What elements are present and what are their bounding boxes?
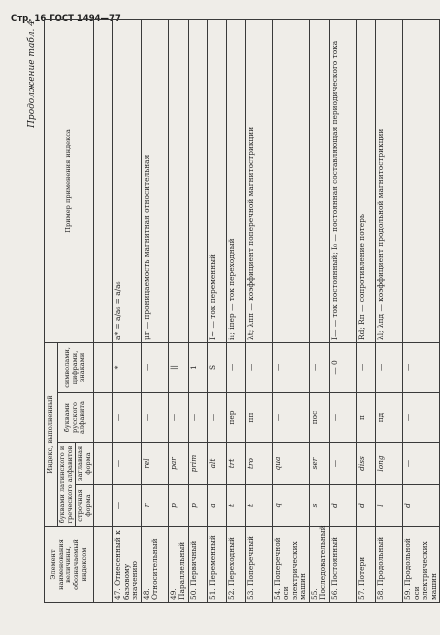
- row-upper: diss: [356, 443, 375, 485]
- row-example: I— — ток постоянный; I₀ — постоянная составляющая периодического тока: [329, 19, 356, 342]
- row-name: 48. Относительный: [141, 527, 168, 603]
- row-russian: —: [402, 393, 439, 443]
- table-row: [402, 19, 439, 602]
- table-row: [168, 19, 188, 602]
- row-upper: —: [329, 443, 356, 485]
- row-example: I~ — ток переменный: [207, 19, 226, 342]
- row-upper: alt: [207, 443, 226, 485]
- index-table: [44, 19, 440, 603]
- row-russian: —: [188, 393, 207, 443]
- row-russian: пос: [309, 393, 329, 443]
- row-name: 50. Первичный: [188, 527, 207, 603]
- col-index-group-header: Индекс, выполненный: [45, 342, 58, 526]
- row-russian: п: [356, 393, 375, 443]
- row-example: λt; λпп — коэффициент поперечной магнитострикции: [245, 19, 272, 342]
- row-symbol: 1: [188, 342, 207, 392]
- row-symbol: —: [402, 342, 439, 392]
- row-name: 47. Отнесенный к базовому значению: [113, 527, 142, 603]
- row-russian: —: [272, 393, 309, 443]
- row-lower: s: [309, 485, 329, 527]
- table-row: [272, 19, 309, 602]
- row-example: [188, 19, 207, 342]
- row-russian: —: [207, 393, 226, 443]
- row-example: a* = a/a₆ = a/a₆: [113, 19, 142, 342]
- row-example: i₁; iпер — ток переходный: [226, 19, 245, 342]
- row-symbol: *: [113, 342, 142, 392]
- row-name: 52. Переходный: [226, 527, 245, 603]
- row-upper: par: [168, 443, 188, 485]
- col-example-header: Пример применения индекса: [45, 19, 94, 342]
- table-gap-row: [94, 19, 113, 602]
- col-symbols-header: символами, цифрами, знаками: [58, 342, 94, 392]
- row-example: [272, 19, 309, 342]
- table-row: [226, 19, 245, 602]
- row-upper: long: [375, 443, 402, 485]
- row-name: 54. Поперечной оси электрических машин: [272, 527, 309, 603]
- row-name: 58. Продольный: [375, 527, 402, 603]
- row-example: [309, 19, 329, 342]
- row-symbol: —: [272, 342, 309, 392]
- table-row: [329, 19, 356, 602]
- row-lower: p: [168, 485, 188, 527]
- row-upper: rel: [141, 443, 168, 485]
- table-row: [309, 19, 329, 602]
- row-russian: —: [113, 393, 142, 443]
- row-lower: d: [402, 485, 439, 527]
- row-symbol: —: [245, 342, 272, 392]
- row-name: 51. Переменный: [207, 527, 226, 603]
- row-lower: d: [356, 485, 375, 527]
- row-example: μr — проницаемость магнитная относительная: [141, 19, 168, 342]
- table-row: [245, 19, 272, 602]
- table-row: [207, 19, 226, 602]
- row-name: 56. Постоянный: [329, 527, 356, 603]
- row-example: λl; λпд — коэффициент продольной магнитострикции: [375, 19, 402, 342]
- row-lower: q: [272, 485, 309, 527]
- page-header: Стр. 16 ГОСТ 1494—77: [11, 14, 121, 24]
- table-continuation-label: Продолжение табл. 4: [27, 20, 37, 128]
- table-row: [188, 19, 207, 602]
- row-symbol: ||: [168, 342, 188, 392]
- row-lower: d: [329, 485, 356, 527]
- row-symbol: — 0: [329, 342, 356, 392]
- row-name: 53. Поперечный: [245, 527, 272, 603]
- col-upper-header: заглавная форма: [76, 443, 94, 485]
- row-upper: prim: [188, 443, 207, 485]
- row-lower: —: [113, 485, 142, 527]
- row-upper: tro: [245, 443, 272, 485]
- col-russian-header: буквами русского алфавита: [58, 393, 94, 443]
- row-upper: ser: [309, 443, 329, 485]
- row-example: [168, 19, 188, 342]
- row-symbol: —: [226, 342, 245, 392]
- row-symbol: —: [375, 342, 402, 392]
- row-upper: —: [402, 443, 439, 485]
- rotated-table-area: [22, 20, 438, 603]
- row-russian: —: [141, 393, 168, 443]
- row-lower: p: [188, 485, 207, 527]
- row-russian: пп: [245, 393, 272, 443]
- row-symbol: —: [356, 342, 375, 392]
- row-name: 57. Потери: [356, 527, 375, 603]
- row-russian: —: [168, 393, 188, 443]
- row-lower: t: [245, 485, 272, 527]
- row-lower: r: [141, 485, 168, 527]
- row-example: [402, 19, 439, 342]
- row-name: 49. Параллельный: [168, 527, 188, 603]
- row-lower: l: [375, 485, 402, 527]
- row-russian: —: [329, 393, 356, 443]
- row-upper: trt: [226, 443, 245, 485]
- row-lower: a: [207, 485, 226, 527]
- table-row: [113, 19, 142, 602]
- row-lower: t: [226, 485, 245, 527]
- table-row: [356, 19, 375, 602]
- row-name: 55. Последовательный: [309, 527, 329, 603]
- col-latin-greek-header: буквами латинского и греческого алфавитов: [58, 443, 76, 527]
- table-row: [141, 19, 168, 602]
- row-russian: пд: [375, 393, 402, 443]
- row-symbol: —: [309, 342, 329, 392]
- row-russian: пер: [226, 393, 245, 443]
- row-upper: qua: [272, 443, 309, 485]
- row-symbol: S: [207, 342, 226, 392]
- col-lower-header: строчная форма: [76, 485, 94, 527]
- table-row: [375, 19, 402, 602]
- col-element-header: Элемент наименования величины, обозначаемый индексом: [45, 527, 94, 603]
- row-upper: —: [113, 443, 142, 485]
- row-example: Rd; Rп — сопротивление потерь: [356, 19, 375, 342]
- row-name: 59. Продольной оси электрических машин: [402, 527, 439, 603]
- row-symbol: —: [141, 342, 168, 392]
